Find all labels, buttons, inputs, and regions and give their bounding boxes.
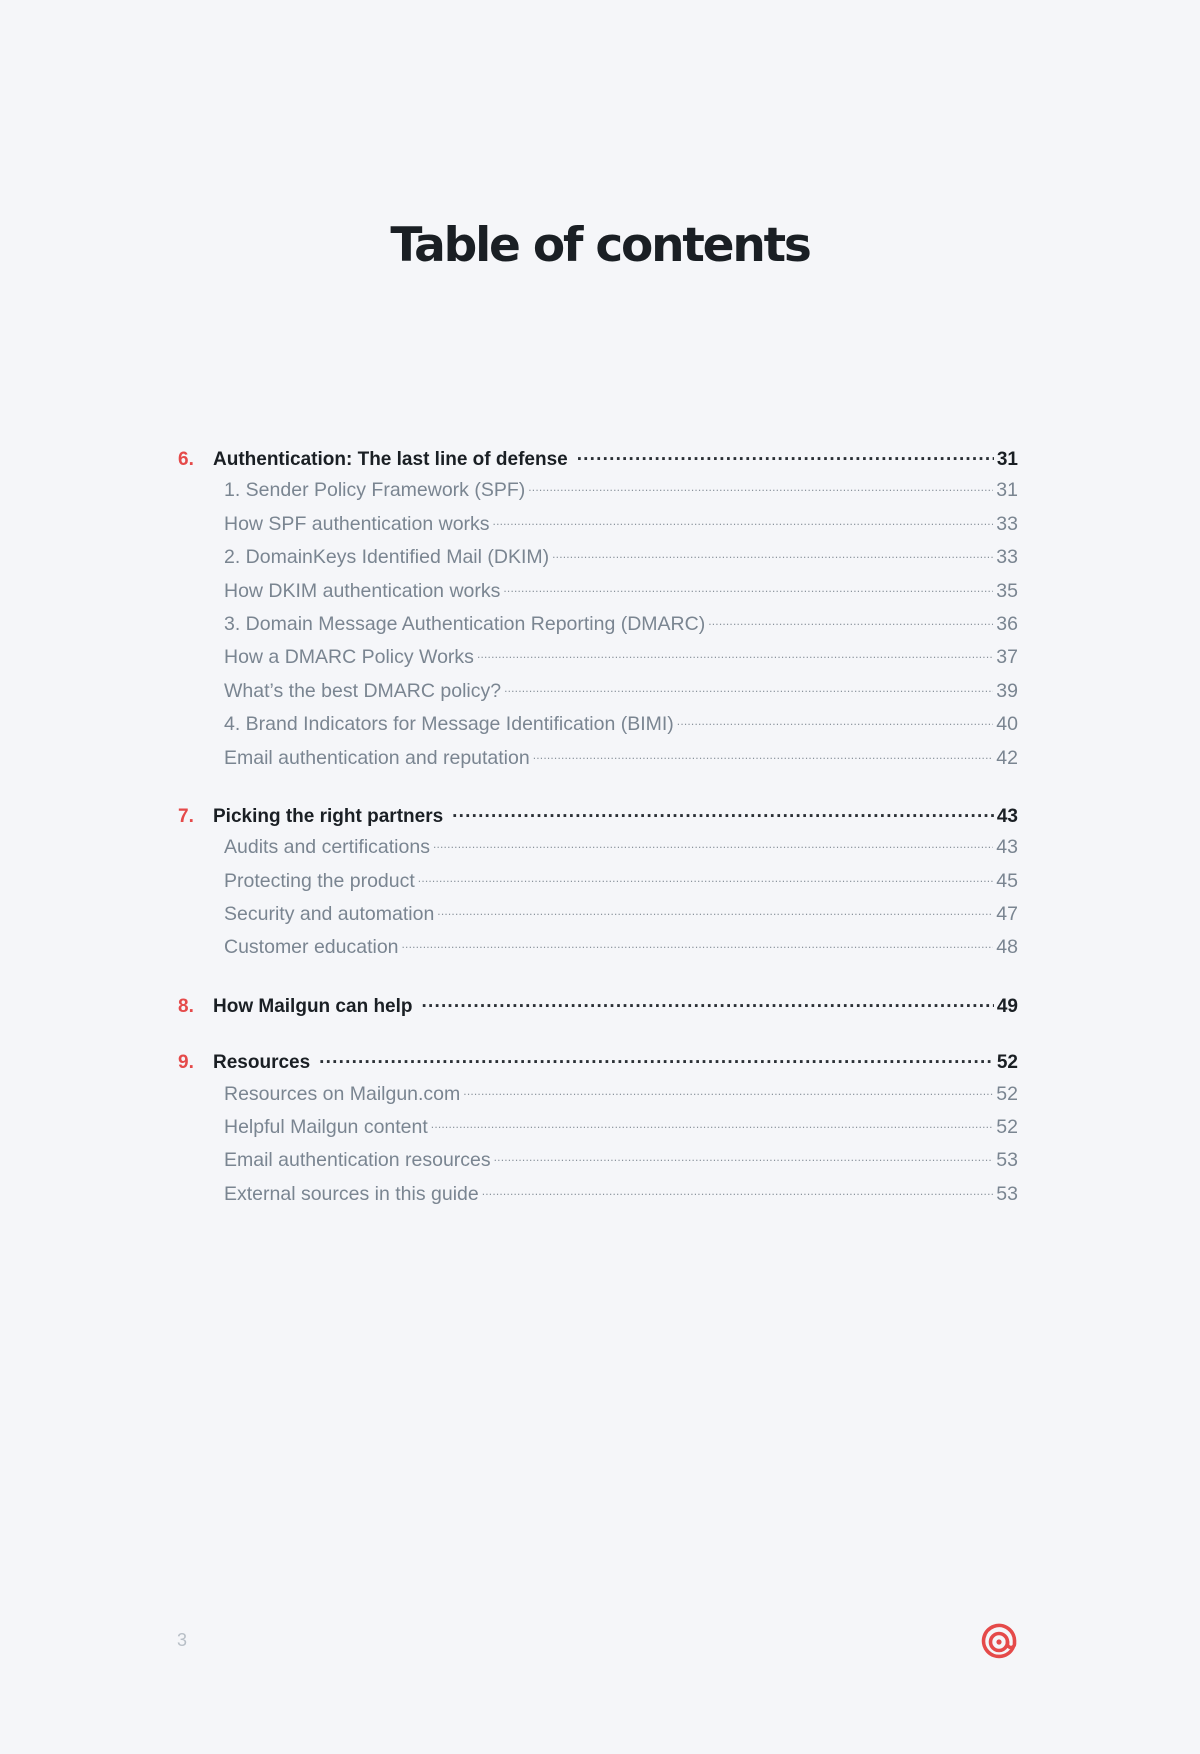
- entry-title: Protecting the product: [224, 869, 415, 892]
- toc-entry-row[interactable]: [178, 1183, 1018, 1216]
- dot-leader: [433, 841, 993, 853]
- entry-title: 1. Sender Policy Framework (SPF): [224, 479, 526, 502]
- entry-page-number: 39: [996, 679, 1018, 702]
- toc-section: [178, 1049, 1018, 1216]
- toc-entry-row[interactable]: [178, 513, 1018, 546]
- chapter-title: Authentication: The last line of defense: [213, 449, 568, 470]
- toc-section: [178, 803, 1018, 970]
- toc-entry-row[interactable]: [178, 546, 1018, 579]
- chapter-number: 9.: [178, 1052, 194, 1074]
- toc-chapter-row[interactable]: [178, 1049, 1018, 1082]
- entry-title: What’s the best DMARC policy?: [224, 679, 502, 702]
- entry-page-number: 52: [996, 1082, 1018, 1105]
- toc-entry-row[interactable]: [178, 747, 1018, 780]
- dot-leader: [528, 484, 993, 496]
- chapter-number: 6.: [178, 449, 194, 470]
- toc-chapter-row[interactable]: [178, 993, 1018, 1026]
- toc-section: [178, 446, 1018, 780]
- entry-page-number: 35: [996, 579, 1018, 602]
- toc-entry-row[interactable]: [178, 680, 1018, 713]
- dot-leader: [503, 585, 993, 597]
- toc-entry-row[interactable]: [178, 870, 1018, 903]
- chapter-number: 7.: [178, 805, 194, 827]
- entry-page-number: 33: [996, 512, 1018, 535]
- entry-title: 3. Domain Message Authentication Reporting (DMARC): [224, 612, 706, 635]
- entry-page-number: 52: [996, 1116, 1018, 1139]
- dot-leader: [552, 551, 993, 563]
- chapter-page-number: 49: [996, 995, 1018, 1017]
- toc-entry-row[interactable]: [178, 836, 1018, 869]
- entry-title: Security and automation: [224, 903, 435, 926]
- chapter-page-number: 43: [996, 805, 1018, 827]
- entry-page-number: 37: [996, 646, 1018, 669]
- dot-leader: [319, 1049, 994, 1068]
- toc-entry-row[interactable]: [178, 580, 1018, 613]
- footer-page-number: 3: [177, 1630, 188, 1650]
- dot-leader: [418, 875, 994, 887]
- entry-page-number: 48: [996, 936, 1018, 959]
- chapter-page-number: 52: [996, 1052, 1018, 1074]
- dot-leader: [708, 618, 993, 630]
- toc-entry-row[interactable]: [178, 479, 1018, 512]
- entry-title: How a DMARC Policy Works: [224, 646, 474, 669]
- dot-leader: [504, 685, 993, 697]
- toc-entry-row[interactable]: [178, 936, 1018, 969]
- entry-page-number: 53: [996, 1149, 1018, 1172]
- entry-title: How DKIM authentication works: [224, 579, 501, 602]
- table-of-contents: [178, 446, 1018, 1239]
- toc-entry-row[interactable]: [178, 1116, 1018, 1149]
- entry-page-number: 53: [996, 1182, 1018, 1205]
- entry-title: 2. DomainKeys Identified Mail (DKIM): [224, 546, 550, 569]
- chapter-title: Picking the right partners: [213, 805, 444, 827]
- dot-leader: [477, 651, 993, 663]
- toc-entry-row[interactable]: [178, 713, 1018, 746]
- entry-page-number: 42: [996, 746, 1018, 769]
- page-title: Table of contents: [390, 218, 810, 273]
- chapter-number: 8.: [178, 995, 194, 1017]
- entry-page-number: 43: [996, 836, 1018, 859]
- entry-title: External sources in this guide: [224, 1182, 479, 1205]
- dot-leader: [577, 446, 994, 465]
- entry-title: Email authentication and reputation: [224, 746, 530, 769]
- entry-page-number: 47: [996, 903, 1018, 926]
- chapter-page-number: 31: [996, 449, 1018, 470]
- toc-entry-row[interactable]: [178, 1083, 1018, 1116]
- entry-page-number: 36: [996, 612, 1018, 635]
- entry-page-number: 33: [996, 546, 1018, 569]
- entry-title: Helpful Mailgun content: [224, 1116, 428, 1139]
- toc-entry-row[interactable]: [178, 613, 1018, 646]
- dot-leader: [402, 941, 994, 953]
- chapter-title: How Mailgun can help: [213, 995, 413, 1017]
- entry-page-number: 45: [996, 869, 1018, 892]
- toc-entry-row[interactable]: [178, 903, 1018, 936]
- dot-leader: [533, 752, 994, 764]
- entry-page-number: 31: [996, 479, 1018, 502]
- dot-leader: [452, 803, 994, 822]
- entry-title: Customer education: [224, 936, 399, 959]
- mailgun-logo-icon: [980, 1623, 1018, 1661]
- dot-leader: [677, 718, 994, 730]
- toc-entry-row[interactable]: [178, 646, 1018, 679]
- dot-leader: [437, 908, 993, 920]
- entry-title: How SPF authentication works: [224, 512, 490, 535]
- dot-leader: [463, 1088, 993, 1100]
- toc-chapter-row[interactable]: [178, 446, 1018, 479]
- entry-title: 4. Brand Indicators for Message Identification (BIMI): [224, 713, 674, 736]
- entry-page-number: 40: [996, 713, 1018, 736]
- toc-entry-row[interactable]: [178, 1149, 1018, 1182]
- chapter-title: Resources: [213, 1052, 311, 1074]
- entry-title: Audits and certifications: [224, 836, 430, 859]
- entry-title: Resources on Mailgun.com: [224, 1082, 461, 1105]
- toc-section: [178, 993, 1018, 1026]
- dot-leader: [493, 518, 994, 530]
- dot-leader: [494, 1154, 994, 1166]
- dot-leader: [422, 993, 994, 1012]
- toc-chapter-row[interactable]: [178, 803, 1018, 836]
- dot-leader: [482, 1188, 994, 1200]
- dot-leader: [431, 1121, 994, 1133]
- entry-title: Email authentication resources: [224, 1149, 491, 1172]
